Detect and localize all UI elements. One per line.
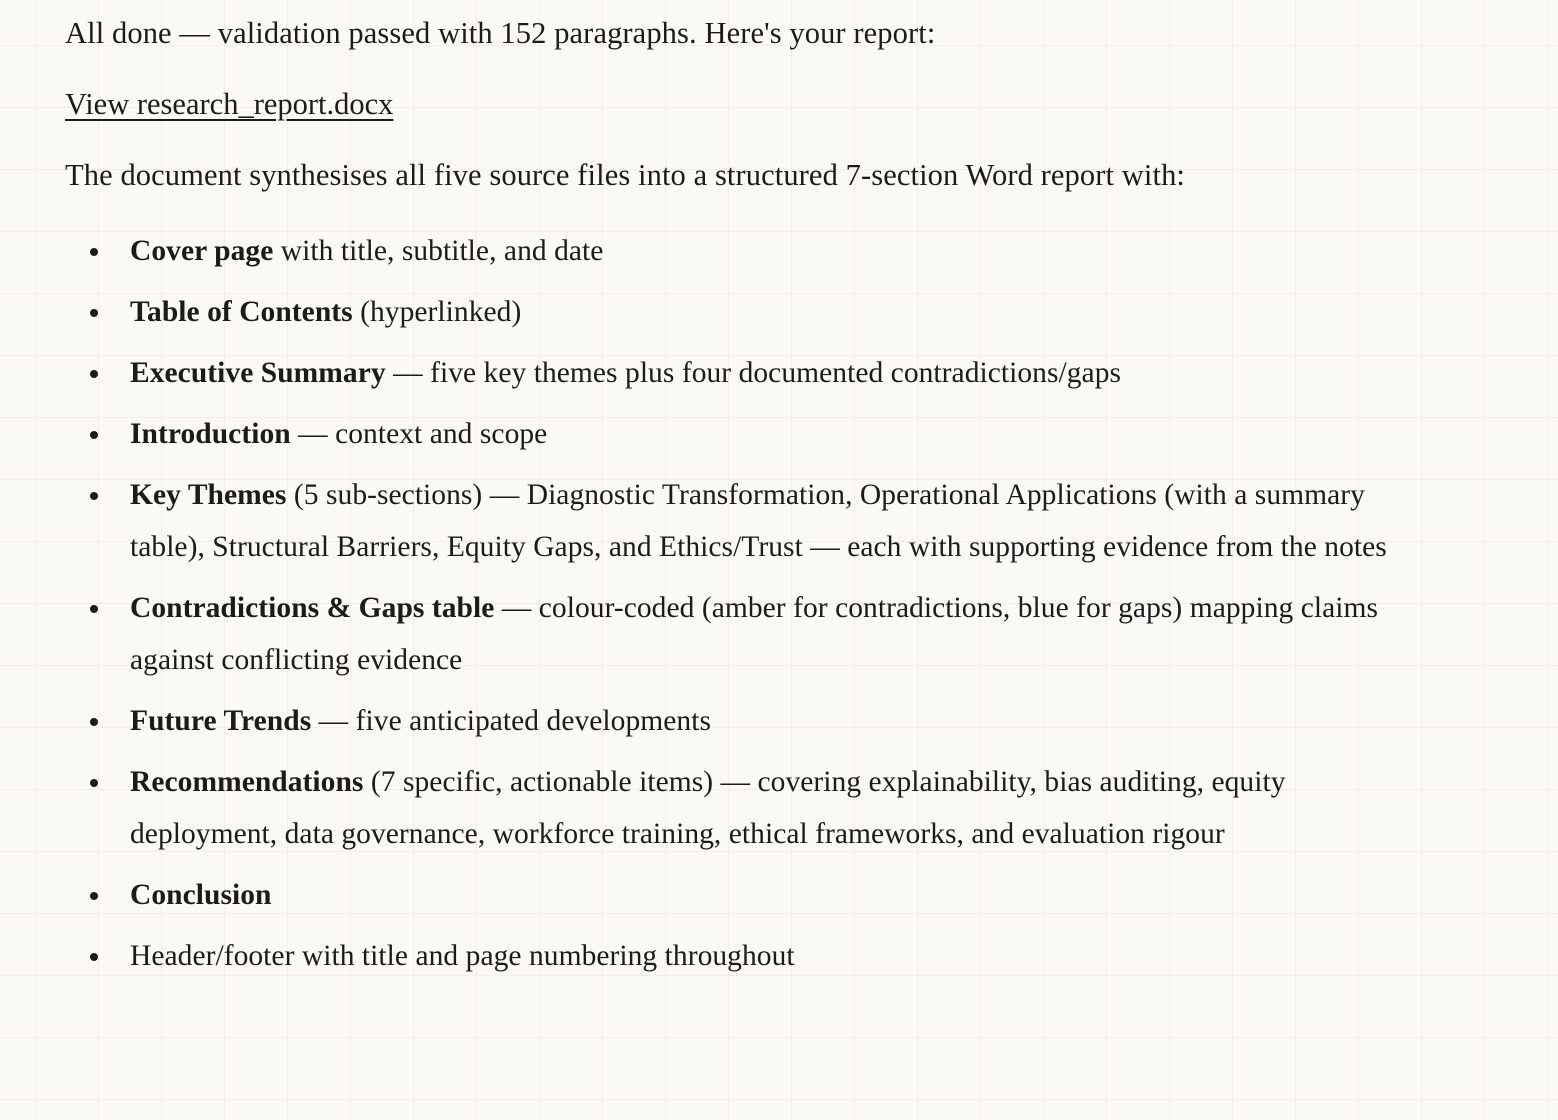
section-description: — context and scope <box>290 417 548 450</box>
section-description: — five key themes plus four documented contradictions/gaps <box>385 356 1122 389</box>
completion-status-text: All done — validation passed with 152 paragraphs. Here's your report: <box>65 16 936 50</box>
list-item <box>65 469 1433 573</box>
list-item <box>65 930 1433 982</box>
document-link-row <box>65 49 1433 120</box>
section-label: Key Themes <box>130 478 287 511</box>
view-research-report-docx-link[interactable]: View research_report.docx <box>65 86 394 121</box>
section-description: (5 sub-sections) — Diagnostic Transformation, Operational Applications (with a summary table), Structural Barriers, Equity Gaps, and Ethics/Trust — each with supporting evidence from the notes <box>130 478 1387 563</box>
section-label: Table of Contents <box>130 295 353 328</box>
message-content <box>65 0 1433 991</box>
list-item <box>65 869 1433 921</box>
section-description: (hyperlinked) <box>352 295 522 328</box>
section-description: — five anticipated developments <box>311 704 711 737</box>
section-description: Header/footer with title and page numbering throughout <box>130 939 795 972</box>
report-sections-list <box>65 191 1433 982</box>
section-label: Recommendations <box>130 765 364 798</box>
section-description: — colour-coded (amber for contradictions, blue for gaps) mapping claims against conflicting evidence <box>130 591 1379 676</box>
section-description: with title, subtitle, and date <box>273 234 604 267</box>
list-item <box>65 408 1433 460</box>
section-label: Cover page <box>130 234 274 267</box>
section-label: Future Trends <box>130 704 312 737</box>
list-item <box>65 695 1433 747</box>
section-label: Introduction <box>130 417 291 450</box>
list-item <box>65 756 1433 860</box>
section-label: Contradictions & Gaps table <box>130 591 495 624</box>
section-label: Executive Summary <box>130 356 386 389</box>
section-label: Conclusion <box>130 878 272 911</box>
section-description: (7 specific, actionable items) — covering explainability, bias auditing, equity deployment, data governance, workforce training, ethical frameworks, and evaluation rigour <box>130 765 1286 850</box>
list-item <box>65 286 1433 338</box>
document-summary-text: The document synthesises all five source files into a structured 7-section Word report with: <box>65 158 1185 192</box>
list-item <box>65 582 1433 686</box>
list-item <box>65 347 1433 399</box>
list-item <box>65 225 1433 277</box>
